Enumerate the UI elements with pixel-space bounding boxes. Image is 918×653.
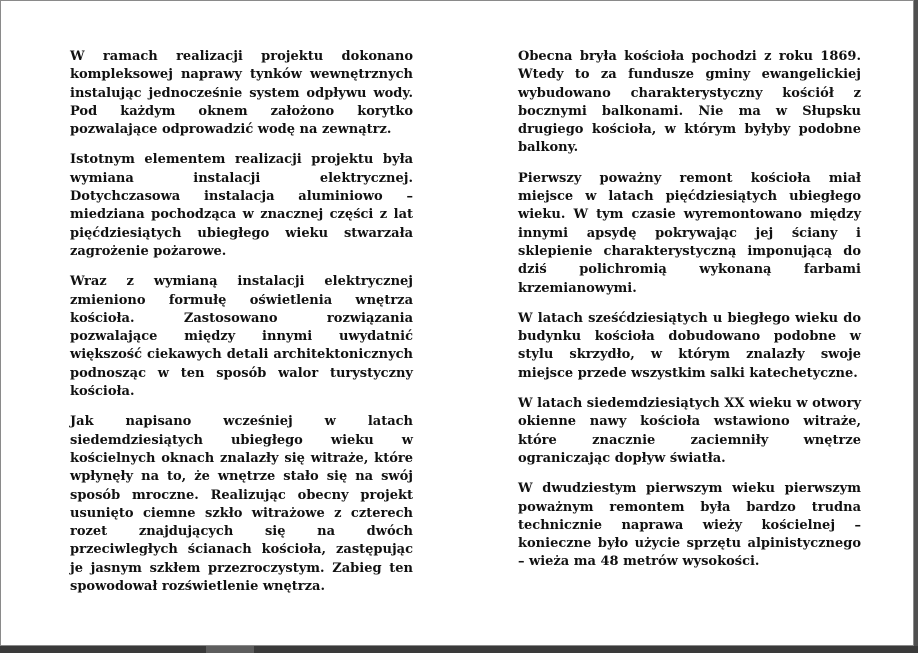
paragraph: W ramach realizacji projektu dokonano kompleksowej naprawy tynków wewnętrznych instalując jednocześnie system odpływu wody. Pod każdym oknem założono korytko pozwalające odprowadzić wodę na zewnątrz. bbox=[70, 49, 413, 138]
right-text-column bbox=[518, 48, 861, 584]
paragraph: W dwudziestym pierwszym wieku pierwszym poważnym remontem była bardzo trudna technicznie naprawa wieży kościelnej – konieczne było użycie sprzętu alpinistycznego – wieża ma 48 metrów wysokości. bbox=[518, 481, 861, 570]
paragraph: Wraz z wymianą instalacji elektrycznej zmieniono formułę oświetlenia wnętrza kościoła. Zastosowano rozwiązania pozwalające między innymi uwydatnić większość ciekawych detali architektonicznych podnosząc w ten sposób walor turystyczny kościoła. bbox=[70, 274, 413, 400]
viewer-scrollbar[interactable] bbox=[914, 0, 918, 653]
paragraph: Pierwszy poważny remont kościoła miał miejsce w latach pięćdziesiątych ubiegłego wieku. W tym czasie wyremontowano między innymi apsydę pokrywając jej ściany i sklepienie charakterystyczną imponującą do dziś polichromią wykonaną farbami krzemianowymi. bbox=[518, 170, 861, 296]
paragraph: Obecna bryła kościoła pochodzi z roku 1869. Wtedy to za fundusze gminy ewangelickiej wybudowano charakterystyczny kościół z bocznymi balkonami. Nie ma w Słupsku drugiego kościoła, w którym byłyby podobne balkony. bbox=[518, 49, 861, 156]
viewer-bottom-bar bbox=[0, 646, 918, 653]
left-text-column bbox=[70, 48, 413, 608]
paragraph: Istotnym elementem realizacji projektu była wymiana instalacji elektrycznej. Dotychczasowa instalacja aluminiowo – miedziana pochodząca w znacznej części z lat pięćdziesiątych ubiegłego wieku stwarzała zagrożenie pożarowe. bbox=[70, 152, 413, 259]
page-tab[interactable] bbox=[206, 646, 254, 653]
paragraph: Jak napisano wcześniej w latach siedemdziesiątych ubiegłego wieku w kościelnych oknach znalazły się witraże, które wpłynęły na to, że wnętrze stało się na swój sposób mroczne. Realizując obecny projekt usunięto ciemne szkło witrażowe z czterech rozet znajdujących się na dwóch przeciwległych ścianach kościoła, zastępując je jasnym szkłem przezroczystym. Zabieg ten spowodował rozświetlenie wnętrza. bbox=[70, 414, 413, 595]
paragraph: W latach siedemdziesiątych XX wieku w otwory okienne nawy kościoła wstawiono witraże, które znacznie zaciemniły wnętrze ograniczając dopływ światła. bbox=[518, 396, 862, 466]
paragraph: W latach sześćdziesiątych u biegłego wieku do budynku kościoła dobudowano podobne w stylu skrzydło, w którym znalazły swoje miejsce przede wszystkim salki katechetyczne. bbox=[518, 310, 861, 381]
